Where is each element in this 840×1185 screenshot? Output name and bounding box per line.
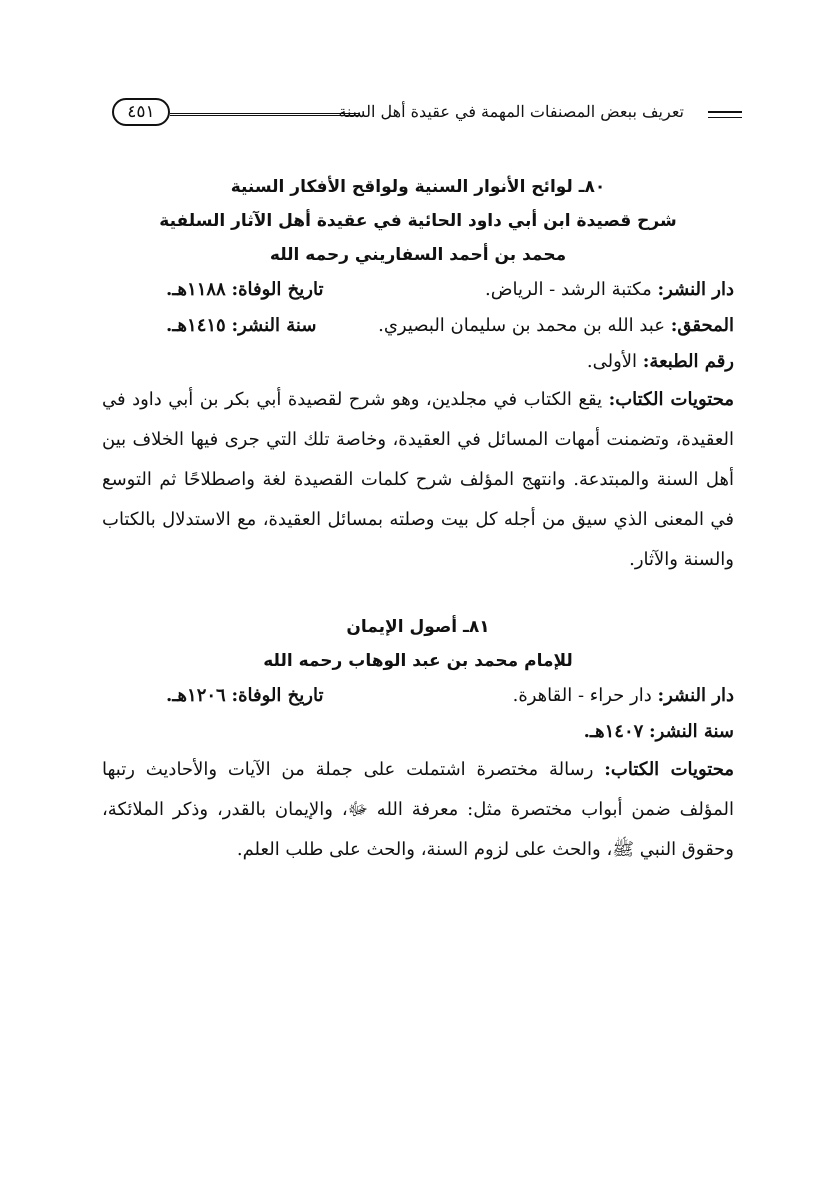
death-label: تاريخ الوفاة:	[231, 279, 324, 300]
death-value: ١٢٠٦هـ.	[166, 685, 226, 706]
meta-row-publisher	[102, 678, 734, 714]
contents-label: محتويات الكتاب:	[608, 389, 734, 410]
death-value: ١١٨٨هـ.	[166, 279, 226, 300]
meta-row-year	[102, 714, 734, 750]
entry-author: محمد بن أحمد السفاريني رحمه الله	[269, 245, 567, 265]
publisher-label: دار النشر:	[657, 279, 734, 300]
year-label: سنة النشر:	[231, 315, 317, 336]
entry-title: ٨١ـ أصول الإيمان	[346, 617, 490, 637]
publisher-value: دار حراء - القاهرة.	[512, 685, 652, 706]
contents-text: يقع الكتاب في مجلدين، وهو شرح لقصيدة أبي بكر بن أبي داود في العقيدة، وتضمنت أمهات المسائل في العقيدة، وخاصة تلك التي جرى فيها الخلاف بين أهل السنة والمبتدعة. وانتهج المؤلف شرح كلمات القصيدة لغة واصطلاحًا ثم التوسع في المعنى الذي سيق من أجله كل بيت وصلته بمسائل العقيدة، مع الاستدلال بالكتاب والسنة والآثار.	[102, 389, 734, 570]
publisher-value: مكتبة الرشد - الرياض.	[485, 279, 652, 300]
header-rule	[170, 113, 360, 116]
year-value: ١٤٠٧هـ.	[583, 721, 644, 742]
death-label: تاريخ الوفاة:	[231, 685, 324, 706]
entry-80	[102, 170, 734, 580]
editor-label: المحقق:	[670, 315, 734, 336]
page-header	[112, 94, 742, 138]
entry-author: للإمام محمد بن عبد الوهاب رحمه الله	[263, 651, 573, 671]
contents-paragraph	[102, 380, 734, 580]
year-value: ١٤١٥هـ.	[166, 315, 226, 336]
page-content	[102, 170, 734, 870]
year-label: سنة النشر:	[649, 721, 734, 742]
meta-row-publisher	[102, 272, 734, 308]
entry-81	[102, 610, 734, 870]
page-number: ٤٥١	[112, 98, 170, 126]
entry-subtitle: شرح قصيدة ابن أبي داود الحائية في عقيدة أهل الآثار السلفية	[159, 211, 677, 231]
contents-text: رسالة مختصرة اشتملت على جملة من الآيات والأحاديث رتبها المؤلف ضمن أبواب مختصرة مثل: معرفة الله ﷻ، والإيمان بالقدر، وذكر الملائكة، وحقوق النبي ﷺ، والحث على لزوم السنة، والحث على طلب العلم.	[102, 759, 734, 860]
editor-value: عبد الله بن محمد بن سليمان البصيري.	[378, 315, 665, 336]
edition-value: الأولى.	[586, 351, 638, 372]
meta-row-editor	[102, 308, 734, 344]
header-ornament	[708, 111, 742, 113]
publisher-label: دار النشر:	[657, 685, 734, 706]
meta-row-edition	[102, 344, 734, 380]
contents-label: محتويات الكتاب:	[604, 759, 734, 780]
edition-label: رقم الطبعة:	[642, 351, 734, 372]
running-title: تعريف ببعض المصنفات المهمة في عقيدة أهل السنة	[338, 102, 684, 121]
contents-paragraph	[102, 750, 734, 870]
entry-title: ٨٠ـ لوائح الأنوار السنية ولواقح الأفكار السنية	[230, 177, 606, 197]
